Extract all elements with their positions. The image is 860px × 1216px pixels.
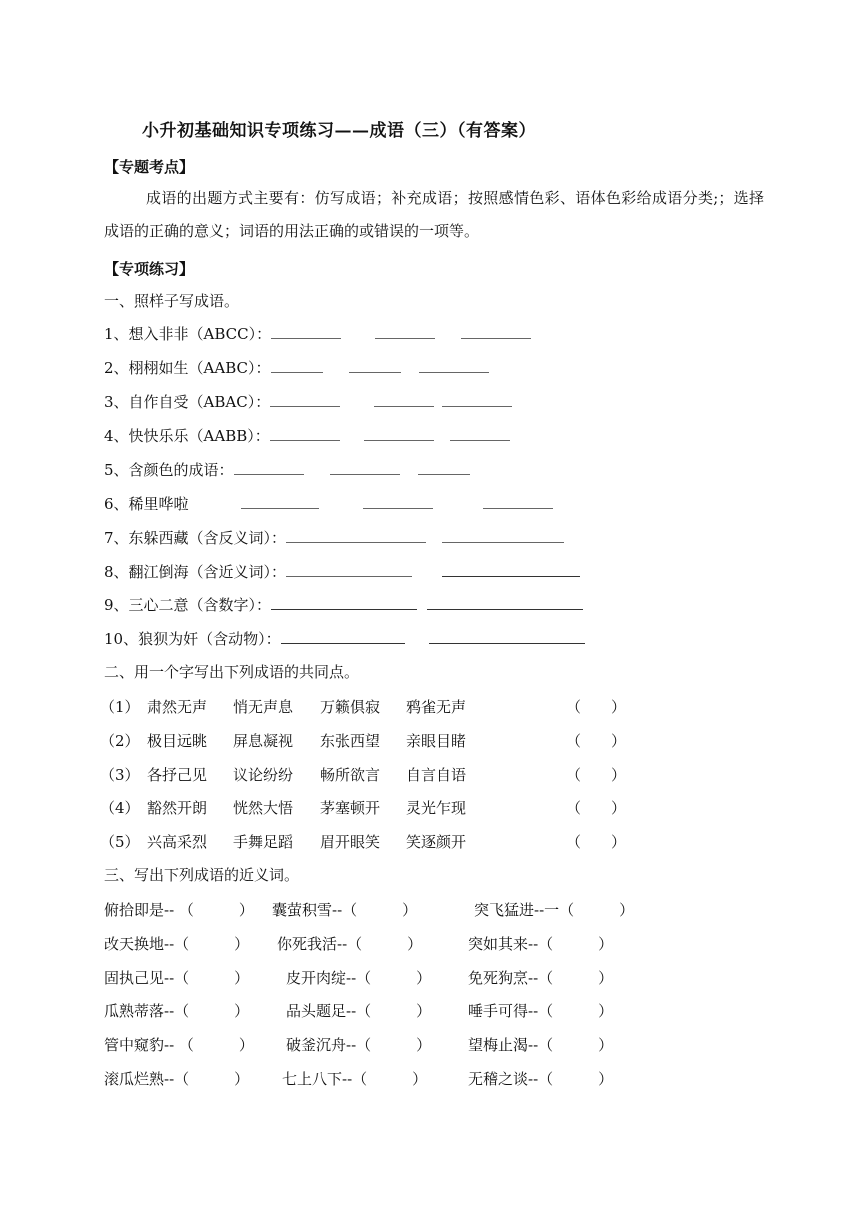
answer-blank[interactable] — [270, 426, 340, 441]
item-label: 1、想入非非（ABCC）： — [104, 325, 272, 343]
answer-blank[interactable] — [270, 392, 340, 407]
answer-parentheses[interactable]: （ ） — [566, 732, 627, 750]
synonym-question[interactable]: 改天换地--（ ） — [104, 935, 250, 953]
answer-blank[interactable] — [418, 460, 470, 475]
synonym-question[interactable]: 突飞猛进--一（ ） — [474, 901, 635, 919]
part2-idiom: 议论纷纷 — [233, 766, 294, 784]
item-label: 3、自作自受（ABAC）： — [104, 393, 271, 411]
answer-blank[interactable] — [419, 358, 489, 373]
part2-row-number: （3） — [100, 766, 140, 784]
part2-row-number: （5） — [100, 833, 140, 851]
part2-row-number: （2） — [100, 732, 140, 750]
part1-heading: 一、照样子写成语。 — [104, 292, 240, 310]
item-label: 4、快快乐乐（AABB）： — [104, 427, 270, 445]
answer-blank[interactable] — [286, 562, 412, 577]
item-label: 10、狼狈为奸（含动物）： — [104, 630, 281, 648]
part3-heading: 三、写出下列成语的近义词。 — [104, 866, 300, 884]
item-label: 7、东躲西藏（含反义词）： — [104, 529, 287, 547]
answer-blank[interactable] — [363, 494, 433, 509]
part1-item — [104, 392, 512, 412]
part1-item — [104, 595, 583, 615]
item-label: 5、含颜色的成语： — [104, 461, 234, 479]
synonym-question[interactable]: 望梅止渴--（ ） — [468, 1036, 614, 1054]
answer-blank[interactable] — [271, 324, 341, 339]
answer-blank[interactable] — [442, 562, 580, 577]
part2-heading: 二、用一个字写出下列成语的共同点。 — [104, 663, 360, 681]
synonym-question[interactable]: 瓜熟蒂落--（ ） — [104, 1002, 250, 1020]
part2-idiom: 灵光乍现 — [406, 799, 467, 817]
item-label: 8、翻江倒海（含近义词）： — [104, 563, 287, 581]
synonym-question[interactable]: 唾手可得--（ ） — [468, 1002, 614, 1020]
answer-parentheses[interactable]: （ ） — [566, 799, 627, 817]
part1-item — [104, 460, 470, 480]
synonym-question[interactable]: 俯拾即是-- （ ） — [104, 901, 254, 919]
document-title: 小升初基础知识专项练习——成语（三）（有答案） — [142, 121, 536, 141]
synonym-question[interactable]: 管中窥豹-- （ ） — [104, 1036, 254, 1054]
part1-item — [104, 358, 489, 378]
item-label: 6、稀里哗啦 — [104, 495, 189, 513]
answer-blank[interactable] — [281, 629, 405, 644]
answer-blank[interactable] — [450, 426, 510, 441]
synonym-question[interactable]: 七上八下--（ ） — [282, 1070, 428, 1088]
part2-idiom: 悄无声息 — [233, 698, 294, 716]
synonym-question[interactable]: 滚瓜烂熟--（ ） — [104, 1070, 250, 1088]
part1-item — [104, 324, 531, 344]
part2-idiom: 豁然开朗 — [147, 799, 208, 817]
part1-item — [104, 528, 564, 548]
answer-blank[interactable] — [375, 324, 435, 339]
part2-idiom: 各抒己见 — [147, 766, 208, 784]
answer-blank[interactable] — [271, 595, 417, 610]
part2-idiom: 屏息凝视 — [233, 732, 294, 750]
answer-blank[interactable] — [271, 358, 323, 373]
part2-idiom: 笑逐颜开 — [406, 833, 467, 851]
synonym-question[interactable]: 免死狗烹--（ ） — [468, 969, 614, 987]
answer-blank[interactable] — [427, 595, 583, 610]
answer-parentheses[interactable]: （ ） — [566, 833, 627, 851]
part1-item — [104, 494, 553, 514]
answer-blank[interactable] — [364, 426, 434, 441]
answer-blank[interactable] — [330, 460, 400, 475]
synonym-question[interactable]: 皮开肉绽--（ ） — [286, 969, 432, 987]
part2-idiom: 自言自语 — [406, 766, 467, 784]
synonym-question[interactable]: 品头题足--（ ） — [286, 1002, 432, 1020]
synonym-question[interactable]: 囊萤积雪--（ ） — [272, 901, 418, 919]
section-heading-lianxi: 【专项练习】 — [104, 260, 195, 278]
answer-blank[interactable] — [442, 528, 564, 543]
item-label: 2、栩栩如生（AABC）： — [104, 359, 271, 377]
answer-blank[interactable] — [442, 392, 512, 407]
synonym-question[interactable]: 破釜沉舟--（ ） — [286, 1036, 432, 1054]
synonym-question[interactable]: 无稽之谈--（ ） — [468, 1070, 614, 1088]
answer-parentheses[interactable]: （ ） — [566, 698, 627, 716]
part2-idiom: 眉开眼笑 — [320, 833, 381, 851]
part2-idiom: 恍然大悟 — [233, 799, 294, 817]
part2-idiom: 极目远眺 — [147, 732, 208, 750]
part2-idiom: 鸦雀无声 — [406, 698, 467, 716]
part2-idiom: 万籁俱寂 — [320, 698, 381, 716]
synonym-question[interactable]: 固执己见--（ ） — [104, 969, 250, 987]
item-label: 9、三心二意（含数字）： — [104, 596, 272, 614]
part2-idiom: 茅塞顿开 — [320, 799, 381, 817]
synonym-question[interactable]: 你死我活--（ ） — [277, 935, 423, 953]
answer-parentheses[interactable]: （ ） — [566, 766, 627, 784]
answer-blank[interactable] — [461, 324, 531, 339]
part2-row-number: （4） — [100, 799, 140, 817]
part2-idiom: 亲眼目睹 — [406, 732, 467, 750]
part1-item — [104, 426, 510, 446]
synonym-question[interactable]: 突如其来--（ ） — [468, 935, 614, 953]
part2-idiom: 肃然无声 — [147, 698, 208, 716]
part2-idiom: 畅所欲言 — [320, 766, 381, 784]
part2-idiom: 手舞足蹈 — [233, 833, 294, 851]
answer-blank[interactable] — [483, 494, 553, 509]
section-heading-kaodian: 【专题考点】 — [104, 158, 195, 176]
part2-row-number: （1） — [100, 698, 140, 716]
answer-blank[interactable] — [374, 392, 434, 407]
part2-idiom: 东张西望 — [320, 732, 381, 750]
kaodian-paragraph: 成语的出题方式主要有：仿写成语；补充成语；按照感情色彩、语体色彩给成语分类;；选择成语的正确的意义；词语的用法正确的或错误的一项等。 — [104, 189, 764, 240]
answer-blank[interactable] — [349, 358, 401, 373]
answer-blank[interactable] — [429, 629, 585, 644]
part1-item — [104, 629, 585, 649]
part1-item — [104, 562, 580, 582]
answer-blank[interactable] — [234, 460, 304, 475]
part2-idiom: 兴高采烈 — [147, 833, 208, 851]
answer-blank[interactable] — [241, 494, 319, 509]
answer-blank[interactable] — [286, 528, 426, 543]
